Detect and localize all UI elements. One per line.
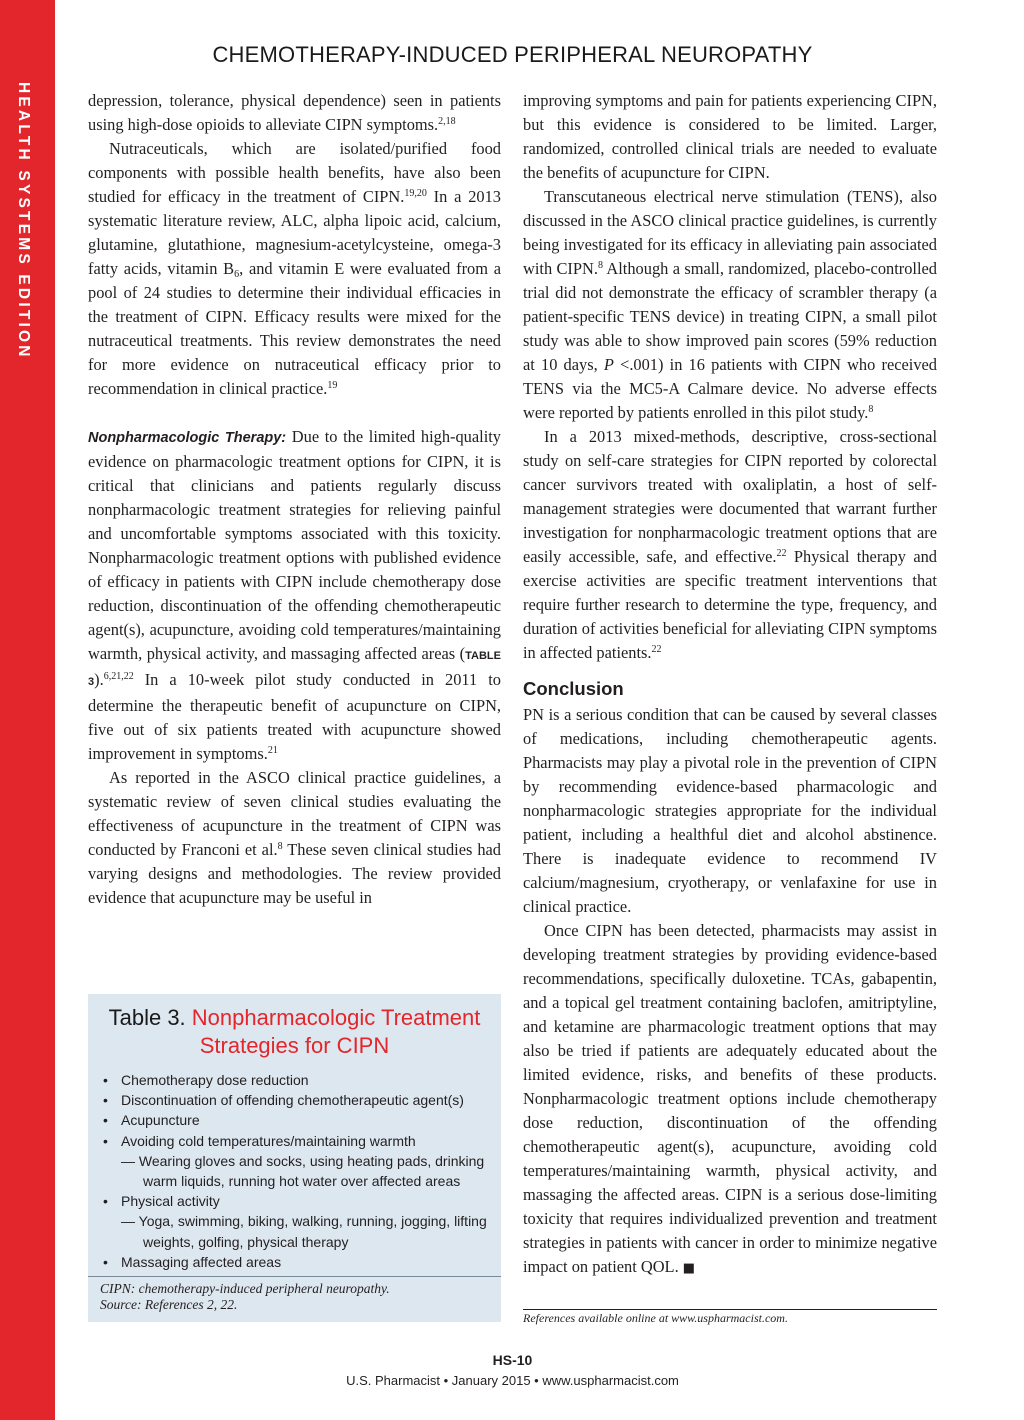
text: ). — [94, 670, 104, 689]
table-divider — [88, 1276, 501, 1277]
list-subitem — [100, 1151, 495, 1191]
list-item: • Massaging affected areas — [100, 1252, 495, 1272]
citation: 21 — [267, 745, 278, 756]
text: In a 2013 mixed-methods, descriptive, cross-sectional study on self-care strategies for CIPN reported by colorectal cancer survivors treated with oxaliplatin, a host of self-management strategies were documented that warrant further investigation for nonpharmacologic treatment options that are easily accessible, safe, and effective. — [523, 427, 937, 566]
spacer — [88, 401, 501, 425]
subscript: 6 — [234, 269, 240, 280]
citation: 8 — [597, 260, 603, 271]
table-source-note: Source: References 2, 22. — [100, 1297, 238, 1312]
text: Nutraceuticals, which are isolated/purified food components with possible health benefits, have also been studied for efficacy in the treatment of CIPN. — [88, 139, 501, 206]
subitem-text: — Wearing gloves and socks, using heating pads, drinking warm liquids, running hot water over affected areas — [121, 1152, 485, 1190]
footer-line: U.S. Pharmacist • January 2015 • www.uspharmacist.com — [346, 1373, 679, 1388]
paragraph: improving symptoms and pain for patients experiencing CIPN, but this evidence is considered to be limited. Larger, randomized, controlled clinical trials are needed to evaluate the benefits of acupuncture for CIPN. — [523, 91, 937, 182]
text: , and vitamin E were evaluated from a pool of 24 studies to determine their individual efficacies in the treatment of CIPN. Efficacy results were mixed for the nutraceutical treatments. This review demonstrates the need for more evidence on nutraceutical efficacy prior to recommendation in clinical practice. — [88, 259, 501, 398]
paragraph — [523, 919, 937, 1281]
edition-label: HEALTH SYSTEMS EDITION — [15, 82, 32, 360]
citation: 8 — [868, 404, 874, 415]
text: In a 10-week pilot study conducted in 2011 to determine the therapeutic benefit of acupuncture on CIPN, five out of six patients treated with acupuncture showed improvement in symptoms. — [88, 670, 501, 763]
citation: 2,18 — [438, 116, 456, 127]
list-item: • Acupuncture — [100, 1110, 495, 1130]
list-subitem — [100, 1211, 495, 1251]
paragraph — [88, 137, 501, 401]
subitem-text: — Yoga, swimming, biking, walking, running, jogging, lifting weights, golfing, physical therapy — [121, 1213, 487, 1250]
table-notes — [100, 1281, 495, 1313]
paragraph — [523, 185, 937, 425]
table-list — [100, 1070, 495, 1272]
running-head: CHEMOTHERAPY-INDUCED PERIPHERAL NEUROPATHY — [212, 42, 813, 67]
text: Physical therapy and exercise activities are specific treatment interventions that require further research to determine the type, frequency, and duration of activities beneficial for alleviating CIPN symptoms in affected patients. — [523, 547, 937, 662]
paragraph — [88, 766, 501, 910]
table-title — [88, 1004, 501, 1060]
citation: 8 — [277, 841, 283, 852]
citation: 6,21,22 — [103, 671, 134, 682]
citation: 22 — [776, 548, 787, 559]
citation: 19,20 — [404, 188, 427, 199]
references-note: References available online at www.uspharmacist.com. — [523, 1311, 788, 1325]
table-reference: TABLE 3 — [88, 650, 501, 688]
citation: 19 — [327, 380, 338, 391]
right-column — [523, 89, 937, 1281]
end-mark-icon: ■ — [682, 1261, 696, 1276]
text: Once CIPN has been detected, pharmacists may assist in developing treatment strategies by providing evidence-based recommendations, specifically duloxetine. TCAs, gabapentin, and a topical gel treatment containing baclofen, amitriptyline, and ketamine are pharmacologic treatment options that may also be tried if patients are adequately educated about the limited evidence, risks, and benefits of these products. Nonpharmacologic treatment options include chemotherapy dose reduction, discontinuation of the offending chemotherapeutic agent(s), acupuncture, avoiding cold temperatures/maintaining warmth, physical activity, and massaging the affected areas. CIPN is a serious dose-limiting toxicity that requires individualized prevention and treatment strategies in patients with cancer in order to minimize negative impact on patient QOL. — [523, 921, 937, 1276]
list-item: • Physical activity — [100, 1191, 495, 1211]
p-value-symbol: P — [603, 355, 614, 374]
table-title-text: Nonpharmacologic Treatment Strategies for CIPN — [191, 1005, 481, 1058]
citation: 22 — [651, 644, 662, 655]
text: As reported in the ASCO clinical practice guidelines, a systematic review of seven clinical studies evaluating the effectiveness of acupuncture in the treatment of CIPN was conducted by Franconi et al. — [88, 768, 501, 859]
paragraph: PN is a serious condition that can be caused by several classes of medications, including chemotherapeutic agents. Pharmacists may play a pivotal role in the prevention of CIPN by recommending evidence-based pharmacologic and nonpharmacologic strategies appropriate for the individual patient, including a healthful diet and alcohol abstinence. There is inadequate evidence to recommend IV calcium/magnesium, cryotherapy, or venlafaxine for use in clinical practice. — [523, 705, 937, 916]
text: Transcutaneous electrical nerve stimulation (TENS), also discussed in the ASCO clinical practice guidelines, is currently being investigated for its efficacy in alleviating pain associated with CIPN. — [523, 187, 937, 278]
list-item: • Discontinuation of offending chemotherapeutic agent(s) — [100, 1090, 495, 1110]
text: Although a small, randomized, placebo-controlled trial did not demonstrate the efficacy of scrambler therapy (a patient-specific TENS device) in treating CIPN, a small pilot study was able to show improved pain scores (59% reduction at 10 days, — [523, 259, 937, 374]
text: These seven clinical studies had varying designs and methodologies. The review provided evidence that acupuncture may be useful in — [88, 840, 501, 907]
paragraph — [523, 425, 937, 665]
text: <.001) in 16 patients with CIPN who received TENS via the MC5-A Calmare device. No adverse effects were reported by patients enrolled in this pilot study. — [523, 355, 937, 422]
table-abbreviation-note: CIPN: chemotherapy-induced peripheral neuropathy. — [100, 1281, 390, 1296]
table-label: Table 3. — [108, 1005, 186, 1030]
text: depression, tolerance, physical dependence) seen in patients using high-dose opioids to alleviate CIPN symptoms. — [88, 91, 501, 134]
left-column — [88, 89, 501, 910]
section-heading-conclusion: Conclusion — [523, 678, 624, 699]
references-rule — [523, 1309, 937, 1310]
page-number: HS-10 — [492, 1352, 533, 1368]
edition-sidebar — [0, 0, 55, 1420]
list-item: • Chemotherapy dose reduction — [100, 1070, 495, 1090]
run-in-heading: Nonpharmacologic Therapy: — [88, 430, 287, 446]
paragraph — [88, 89, 501, 137]
table-3-box — [88, 994, 501, 1322]
text: In a 2013 systematic literature review, ALC, alpha lipoic acid, calcium, glutamine, glutathione, magnesium-acetylcysteine, omega-3 fatty acids, vitamin B — [88, 187, 501, 278]
text: Due to the limited high-quality evidence on pharmacologic treatment options for CIPN, it is critical that clinicians and patients regularly discuss nonpharmacologic treatment strategies for relieving painful and uncomfortable symptoms associated with this toxicity. Nonpharmacologic treatment options with published evidence of efficacy in patients with CIPN include chemotherapy dose reduction, discontinuation of the offending chemotherapeutic agent(s), acupuncture, avoiding cold temperatures/maintaining warmth, physical activity, and massaging affected areas ( — [88, 427, 501, 663]
list-item: • Avoiding cold temperatures/maintaining warmth — [100, 1131, 495, 1151]
paragraph — [88, 425, 501, 766]
